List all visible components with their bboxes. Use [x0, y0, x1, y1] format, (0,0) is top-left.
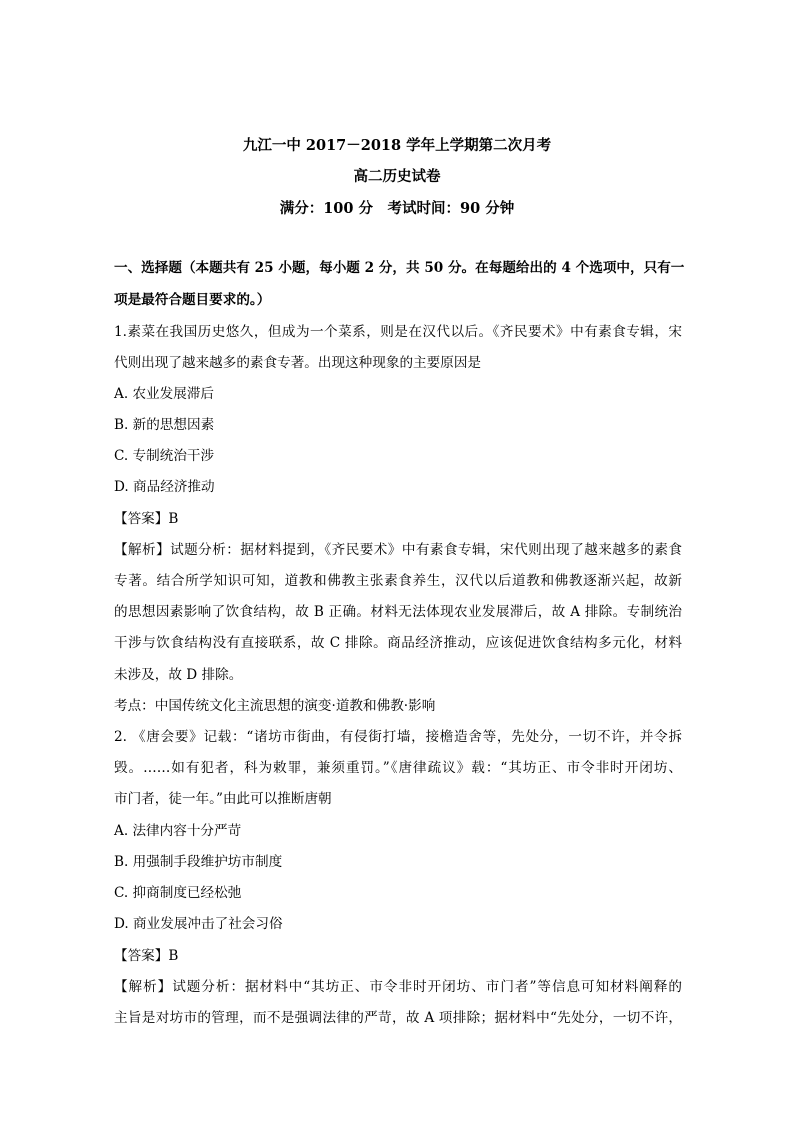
q1-analysis-line3: 的思想因素影响了饮食结构，故 B 正确。材料无法体现农业发展滞后，故 A 排除。专制统治 — [114, 604, 682, 620]
q2-answer: 【答案】B — [114, 948, 179, 964]
q1-stem-line2: 代则出现了越来越多的素食专著。出现这种现象的主要原因是 — [114, 355, 482, 371]
q1-answer: 【答案】B — [114, 511, 179, 527]
q1-analysis-line1: 【解析】试题分析：据材料提到，《齐民要术》中有素食专辑，宋代则出现了越来越多的素食 — [114, 542, 682, 558]
q1-option-c: C. 专制统治干涉 — [114, 448, 215, 464]
q2-option-a: A. 法律内容十分严苛 — [114, 823, 242, 839]
q1-option-b: B. 新的思想因素 — [114, 417, 215, 433]
exam-title: 九江一中 2017－2018 学年上学期第二次月考 — [242, 137, 552, 154]
q2-option-b: B. 用强制手段维护坊市制度 — [114, 854, 283, 870]
q1-option-a: A. 农业发展滞后 — [114, 386, 215, 402]
q1-analysis-line2: 专著。结合所学知识可知，道教和佛教主张素食养生，汉代以后道教和佛教逐渐兴起，故新 — [114, 573, 682, 589]
q2-option-c: C. 抑商制度已经松弛 — [114, 885, 242, 901]
q1-stem-line1: 1.素菜在我国历史悠久，但成为一个菜系，则是在汉代以后。《齐民要术》中有素食专辑，宋 — [114, 324, 682, 340]
q2-stem-line3: 市门者，徒一年。”由此可以推断唐朝 — [114, 791, 332, 807]
q2-analysis-line2: 主旨是对坊市的管理，而不是强调法律的严苛，故 A 项排除；据材料中“先处分，一切不许， — [114, 1010, 682, 1026]
score-time: 满分：100 分 考试时间：90 分钟 — [279, 200, 515, 217]
q1-analysis-line5: 未涉及，故 D 排除。 — [114, 667, 243, 683]
q2-stem-line2: 毁。……如有犯者，科为敕罪，兼须重罚。”《唐律疏议》载：“其坊正、市令非时开闭坊、 — [114, 760, 682, 776]
q2-option-d: D. 商业发展冲击了社会习俗 — [114, 916, 283, 932]
q1-analysis-line4: 干涉与饮食结构没有直接联系，故 C 排除。商品经济推动，应该促进饮食结构多元化，材料 — [114, 635, 682, 651]
q2-analysis-line1: 【解析】试题分析：据材料中“其坊正、市令非时开闭坊、市门者”等信息可知材料阐释的 — [114, 979, 682, 995]
q2-stem-line1: 2. 《唐会要》记载：“诸坊市街曲，有侵街打墙，接檐造舍等，先处分，一切不许，并令拆 — [114, 729, 682, 745]
subject-title: 高二历史试卷 — [353, 168, 441, 185]
q1-kaodian: 考点：中国传统文化主流思想的演变·道教和佛教·影响 — [114, 698, 436, 714]
section-heading-line1: 一、选择题（本题共有 25 小题，每小题 2 分，共 50 分。在每题给出的 4 个选项中，只有一 — [114, 260, 685, 276]
q1-option-d: D. 商品经济推动 — [114, 479, 215, 495]
section-heading-line2: 项是最符合题目要求的。） — [114, 292, 271, 308]
